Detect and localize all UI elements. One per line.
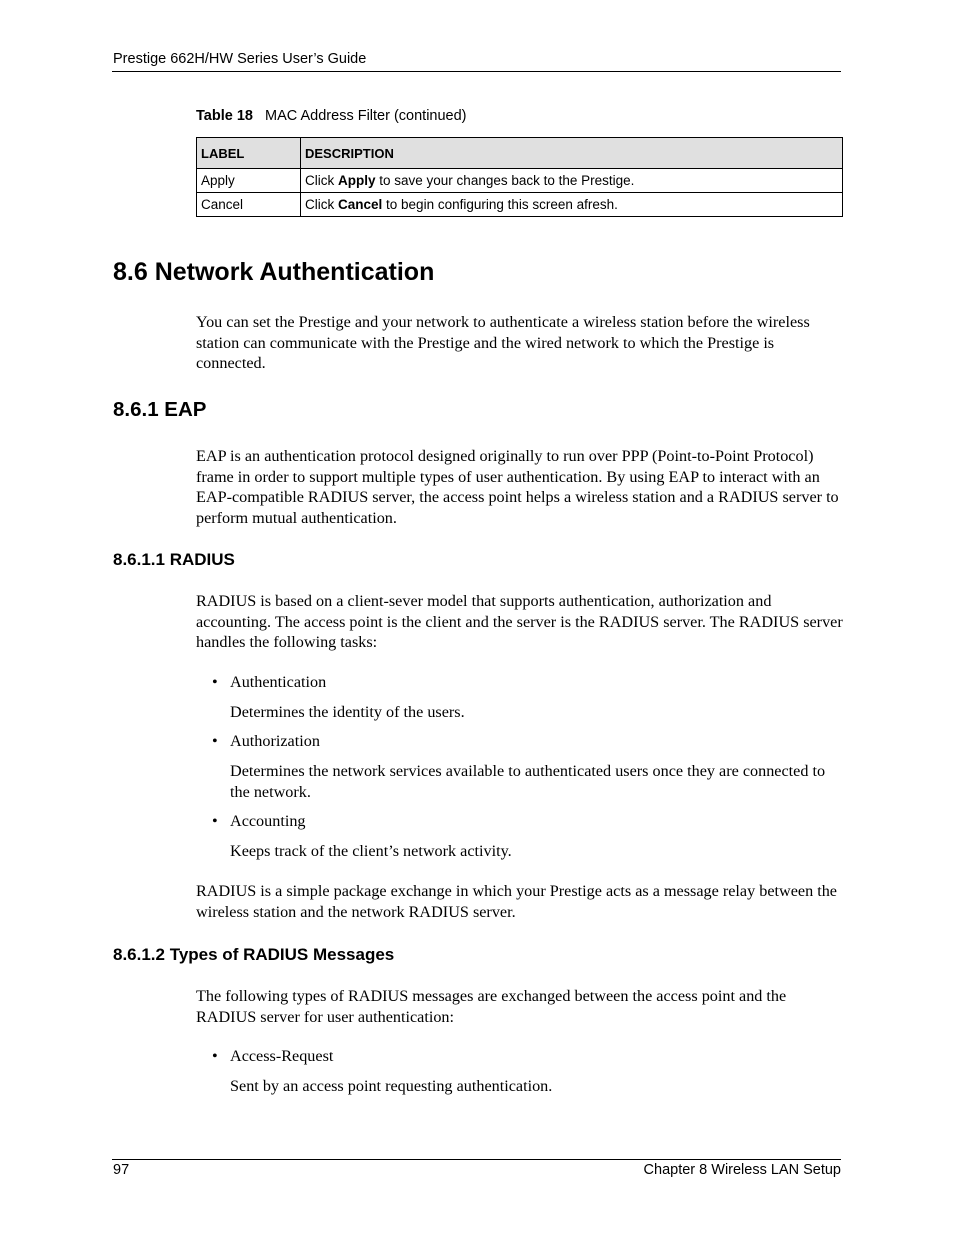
running-header: Prestige 662H/HW Series User’s Guide [113, 51, 367, 67]
bullet-access-request-description: Sent by an access point requesting authentication. [230, 1077, 553, 1095]
bullet-authentication-description: Determines the identity of the users. [230, 703, 465, 721]
bullet-accounting-description: Keeps track of the client’s network activity. [230, 842, 512, 860]
row-description-cancel: Click Cancel to begin configuring this screen afresh. [301, 193, 843, 217]
bullet-authentication: • Authentication [212, 673, 327, 691]
section-heading-eap: 8.6.1 EAP [113, 398, 207, 421]
footer-rule [112, 1159, 841, 1160]
radius-closing-paragraph: RADIUS is a simple package exchange in which your Prestige acts as a message relay between the wireless station and the network RADIUS server. [196, 882, 837, 921]
bullet-accounting: • Accounting [212, 812, 306, 830]
chapter-title: Chapter 8 Wireless LAN Setup [643, 1162, 841, 1178]
table-row [197, 193, 843, 217]
bullet-authorization: • Authorization [212, 732, 320, 750]
page-number: 97 [113, 1162, 130, 1178]
messages-intro-paragraph: The following types of RADIUS messages are exchanged between the access point and the RADIUS server for user authentication: [196, 987, 787, 1026]
radius-intro-paragraph: RADIUS is based on a client-sever model that supports authentication, authorization and accounting. The access point is the client and the server is the RADIUS server. The RADIUS server handles the following tasks: [196, 592, 843, 651]
table-row [197, 169, 843, 193]
section-heading-network-authentication: 8.6 Network Authentication [113, 258, 435, 286]
column-header-label: LABEL [197, 138, 301, 169]
column-header-description: DESCRIPTION [301, 138, 843, 169]
table-caption [196, 108, 467, 124]
bullet-access-request: • Access-Request [212, 1047, 334, 1065]
section-intro-paragraph: You can set the Prestige and your network to authenticate a wireless station before the wireless station can communicate with the Prestige and the wired network to which the Prestige is connected. [196, 313, 810, 372]
row-description-apply: Click Apply to save your changes back to the Prestige. [301, 169, 843, 193]
row-label-cancel: Cancel [197, 193, 301, 217]
row-label-apply: Apply [197, 169, 301, 193]
header-rule [112, 71, 841, 72]
table-caption-number: Table 18 [196, 108, 253, 124]
table-header-row [197, 138, 843, 169]
mac-filter-table [196, 137, 843, 217]
bullet-authorization-description: Determines the network services available to authenticated users once they are connected to the network. [230, 762, 826, 801]
section-heading-radius: 8.6.1.1 RADIUS [113, 550, 235, 569]
section-heading-radius-messages: 8.6.1.2 Types of RADIUS Messages [113, 945, 395, 964]
eap-paragraph: EAP is an authentication protocol designed originally to run over PPP (Point-to-Point Protocol) frame in order to support multiple types of user authentication. By using EAP to interact with an EAP-compatible RADIUS server, the access point helps a wireless station and a RADIUS server to perform mutual authentication. [196, 447, 839, 527]
table-caption-title: MAC Address Filter (continued) [265, 108, 467, 124]
